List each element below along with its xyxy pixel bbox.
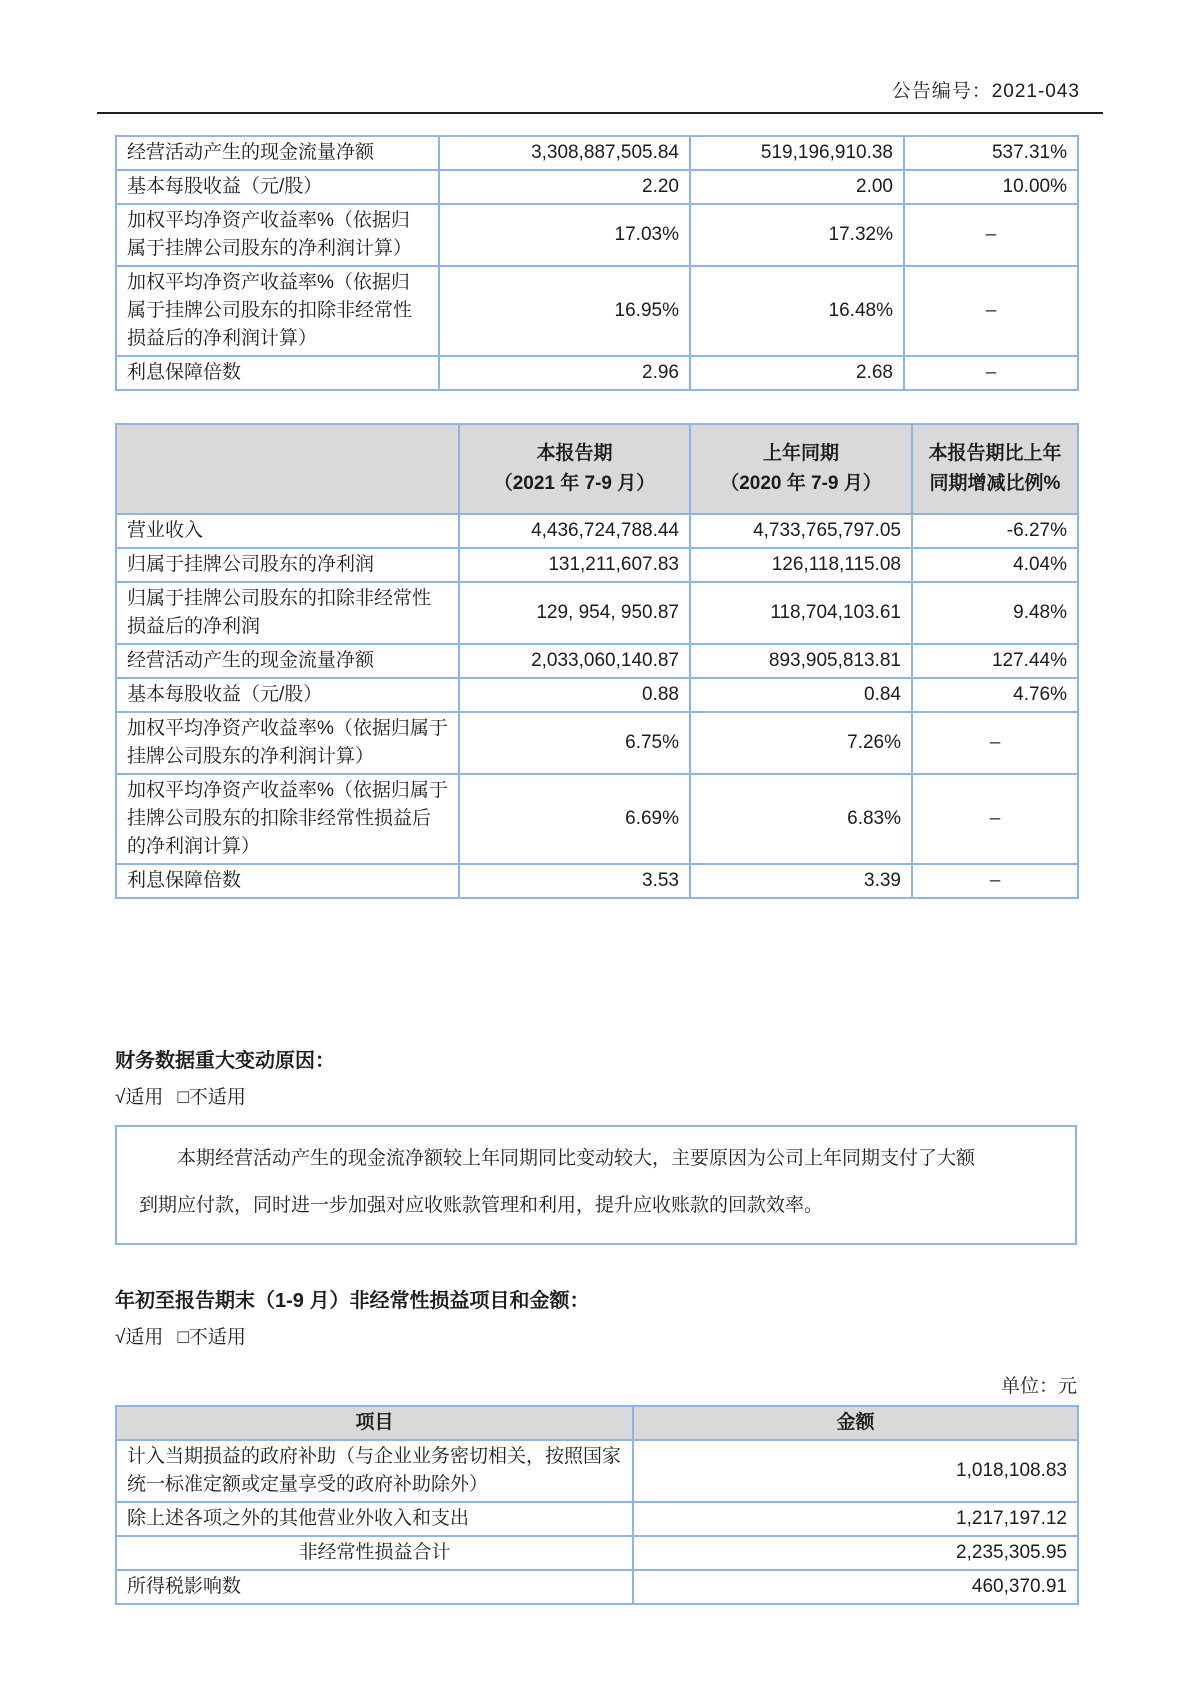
header-amount: 金额: [633, 1406, 1078, 1440]
table-row: [116, 582, 1078, 644]
value-prior: 2.68: [690, 356, 904, 390]
checkbox-not-applicable: □不适用: [177, 1087, 246, 1108]
value-change: –: [904, 356, 1078, 390]
row-label: 加权平均净资产收益率%（依据归属于挂牌公司股东的扣除非经常性损益后的净利润计算）: [116, 774, 459, 864]
quarterly-indicators-table: [115, 423, 1079, 899]
row-label: 经营活动产生的现金流量净额: [116, 136, 439, 170]
value-change: 127.44%: [912, 644, 1078, 678]
item-label: 所得税影响数: [116, 1570, 633, 1604]
value-current: 129, 954, 950.87: [459, 582, 690, 644]
value-change: 4.76%: [912, 678, 1078, 712]
finance-change-section: [115, 1047, 1077, 1245]
item-label: 计入当期损益的政府补助（与企业业务密切相关，按照国家统一标准定额或定量享受的政府补助除外）: [116, 1440, 633, 1502]
table-row: [116, 774, 1078, 864]
value-change: 4.04%: [912, 548, 1078, 582]
table-row: [116, 678, 1078, 712]
value-current: 2,033,060,140.87: [459, 644, 690, 678]
table-row: [116, 1440, 1078, 1502]
item-amount: 460,370.91: [633, 1570, 1078, 1604]
value-change: 10.00%: [904, 170, 1078, 204]
header-change: 本报告期比上年同期增减比例%: [912, 424, 1078, 514]
value-current: 0.88: [459, 678, 690, 712]
table-row: [116, 1536, 1078, 1570]
value-prior: 4,733,765,797.05: [690, 514, 912, 548]
value-prior: 126,118,115.08: [690, 548, 912, 582]
item-label-total: 非经常性损益合计: [116, 1536, 633, 1570]
table-row: [116, 266, 1078, 356]
row-label: 经营活动产生的现金流量净额: [116, 644, 459, 678]
value-change: –: [912, 774, 1078, 864]
row-label: 加权平均净资产收益率%（依据归属于挂牌公司股东的净利润计算）: [116, 204, 439, 266]
value-current: 16.95%: [439, 266, 690, 356]
row-label: 基本每股收益（元/股）: [116, 170, 439, 204]
item-amount: 1,018,108.83: [633, 1440, 1078, 1502]
value-change: –: [912, 712, 1078, 774]
value-current: 4,436,724,788.44: [459, 514, 690, 548]
value-current: 2.96: [439, 356, 690, 390]
value-prior: 118,704,103.61: [690, 582, 912, 644]
value-current: 3,308,887,505.84: [439, 136, 690, 170]
value-change: 537.31%: [904, 136, 1078, 170]
value-prior: 3.39: [690, 864, 912, 898]
row-label: 加权平均净资产收益率%（依据归属于挂牌公司股东的净利润计算）: [116, 712, 459, 774]
row-label: 利息保障倍数: [116, 356, 439, 390]
table-header-row: [116, 1406, 1078, 1440]
value-change: –: [904, 266, 1078, 356]
row-label: 归属于挂牌公司股东的净利润: [116, 548, 459, 582]
nonrecurring-section: [115, 1287, 1077, 1605]
item-amount: 1,217,197.12: [633, 1502, 1078, 1536]
table-row: [116, 548, 1078, 582]
applicability-line: [115, 1085, 1077, 1111]
value-change: –: [904, 204, 1078, 266]
content-area: [115, 135, 1077, 1605]
reason-paragraph-box: 本期经营活动产生的现金流净额较上年同期同比变动较大，主要原因为公司上年同期支付了大额 到期应付款，同时进一步加强对应收账款管理和利用，提升应收账款的回款效率。: [115, 1125, 1077, 1245]
value-change: -6.27%: [912, 514, 1078, 548]
value-prior: 519,196,910.38: [690, 136, 904, 170]
value-prior: 16.48%: [690, 266, 904, 356]
table-header-row: [116, 424, 1078, 514]
checkbox-applicable: √适用: [115, 1327, 164, 1348]
value-prior: 7.26%: [690, 712, 912, 774]
section-heading: 年初至报告期末（1-9 月）非经常性损益项目和金额：: [115, 1290, 590, 1312]
row-label: 营业收入: [116, 514, 459, 548]
row-label: 基本每股收益（元/股）: [116, 678, 459, 712]
announcement-number: 公告编号：2021-043: [891, 81, 1080, 102]
value-change: 9.48%: [912, 582, 1078, 644]
table-row: [116, 170, 1078, 204]
value-prior: 2.00: [690, 170, 904, 204]
item-label: 除上述各项之外的其他营业外收入和支出: [116, 1502, 633, 1536]
section-heading: 财务数据重大变动原因：: [115, 1050, 335, 1072]
header-current-period: 本报告期 （2021 年 7-9 月）: [459, 424, 690, 514]
checkbox-not-applicable: □不适用: [177, 1327, 246, 1348]
annual-indicators-table: [115, 135, 1079, 391]
table-row: [116, 136, 1078, 170]
item-amount: 2,235,305.95: [633, 1536, 1078, 1570]
table-row: [116, 514, 1078, 548]
checkbox-applicable: √适用: [115, 1087, 164, 1108]
value-prior: 893,905,813.81: [690, 644, 912, 678]
table-row: [116, 644, 1078, 678]
applicability-line: [115, 1325, 1077, 1351]
value-current: 2.20: [439, 170, 690, 204]
value-current: 6.69%: [459, 774, 690, 864]
header-prior-period: 上年同期 （2020 年 7-9 月）: [690, 424, 912, 514]
value-current: 17.03%: [439, 204, 690, 266]
header-blank: [116, 424, 459, 514]
header-divider: [97, 112, 1103, 114]
value-prior: 0.84: [690, 678, 912, 712]
value-prior: 6.83%: [690, 774, 912, 864]
value-change: –: [912, 864, 1078, 898]
nonrecurring-items-table: [115, 1405, 1079, 1605]
header-item: 项目: [116, 1406, 633, 1440]
table-row: [116, 1502, 1078, 1536]
value-prior: 17.32%: [690, 204, 904, 266]
table-row: [116, 204, 1078, 266]
row-label: 归属于挂牌公司股东的扣除非经常性损益后的净利润: [116, 582, 459, 644]
value-current: 131,211,607.83: [459, 548, 690, 582]
row-label: 加权平均净资产收益率%（依据归属于挂牌公司股东的扣除非经常性损益后的净利润计算）: [116, 266, 439, 356]
row-label: 利息保障倍数: [116, 864, 459, 898]
value-current: 3.53: [459, 864, 690, 898]
unit-label: 单位：元: [1000, 1376, 1077, 1397]
table-row: [116, 356, 1078, 390]
value-current: 6.75%: [459, 712, 690, 774]
table-row: [116, 864, 1078, 898]
table-row: [116, 712, 1078, 774]
table-row: [116, 1570, 1078, 1604]
